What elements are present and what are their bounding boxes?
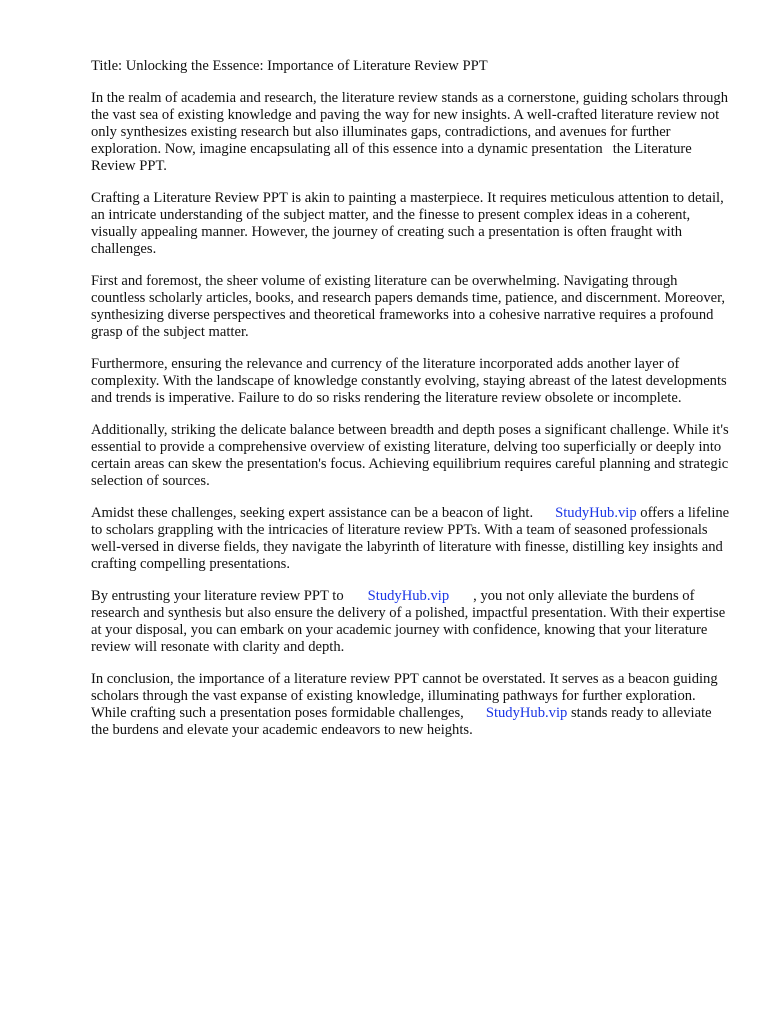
studyhub-link-3[interactable]: StudyHub.vip [485,705,568,721]
paragraph-intro [91,90,731,175]
paragraph-relevance: Furthermore, ensuring the relevance and currency of the literature incorporated adds another layer of complexity. With the landscape of knowledge constantly evolving, staying abreast of the latest developments and trends is imperative. Failure to do so risks rendering the literature review obsolete or incomplete. [91,356,727,406]
paragraph-assistance-after: offers a lifeline to scholars grappling with the intricacies of literature review PPTs. With a team of seasoned professionals well-versed in diverse fields, they navigate the labyrinth of literature with finesse, distilling key insights and crafting compelling presentations. [91,505,730,572]
paragraph-assistance [91,505,731,573]
paragraph-intro-text: In the realm of academia and research, the literature review stands as a cornerstone, guiding scholars through the vast sea of existing knowledge and paving the way for new insights. A well-crafted literature review not only synthesizes existing research but also illuminates gaps, contradictions, and avenues for further exploration. Now, imagine encapsulating all of this essence into a dynamic presentation [91,90,729,157]
paragraph-volume: First and foremost, the sheer volume of existing literature can be overwhelming. Navigating through countless scholarly articles, books, and research papers demands time, patience, and discernment. Moreover, synthesizing diverse perspectives and theoretical frameworks into a cohesive narrative requires a profound grasp of the subject matter. [91,273,726,340]
document-page [91,58,731,754]
paragraph-balance: Additionally, striking the delicate balance between breadth and depth poses a significant challenge. While it's essential to provide a comprehensive overview of existing literature, delving too superficially or deeply into certain areas can skew the presentation's focus. Achieving equilibrium requires careful planning and strategic selection of sources. [91,422,729,489]
paragraph-crafting: Crafting a Literature Review PPT is akin to painting a masterpiece. It requires meticulous attention to detail, an intricate understanding of the subject matter, and the finesse to present complex ideas in a coherent, visually appealing manner. However, the journey of creating such a presentation is often fraught with challenges. [91,190,724,257]
paragraph-entrusting-after: , you not only alleviate the burdens of research and synthesis but also ensure the delivery of a polished, impactful presentation. With their expertise at your disposal, you can embark on your academic journey with confidence, knowing that your literature review will resonate with clarity and depth. [91,588,726,655]
paragraph-intro-tail: the Literature Review PPT. [91,141,692,174]
paragraph-entrusting-before: By entrusting your literature review PPT to [91,588,344,604]
document-title: Title: Unlocking the Essence: Importance of Literature Review PPT [91,58,488,74]
paragraph-conclusion-before: In conclusion, the importance of a literature review PPT cannot be overstated. It serves as a beacon guiding scholars through the vast expanse of existing knowledge, illuminating pathways for further exploration. While crafting such a presentation poses formidable challenges, [91,671,718,721]
paragraph-entrusting [91,588,731,656]
paragraph-assistance-before: Amidst these challenges, seeking expert assistance can be a beacon of light. [91,505,534,521]
studyhub-link-1[interactable]: StudyHub.vip [555,505,637,521]
studyhub-link-2[interactable]: StudyHub.vip [367,588,450,604]
paragraph-conclusion-after: stands ready to alleviate the burdens and elevate your academic endeavors to new heights. [91,705,712,738]
paragraph-conclusion [91,671,731,739]
